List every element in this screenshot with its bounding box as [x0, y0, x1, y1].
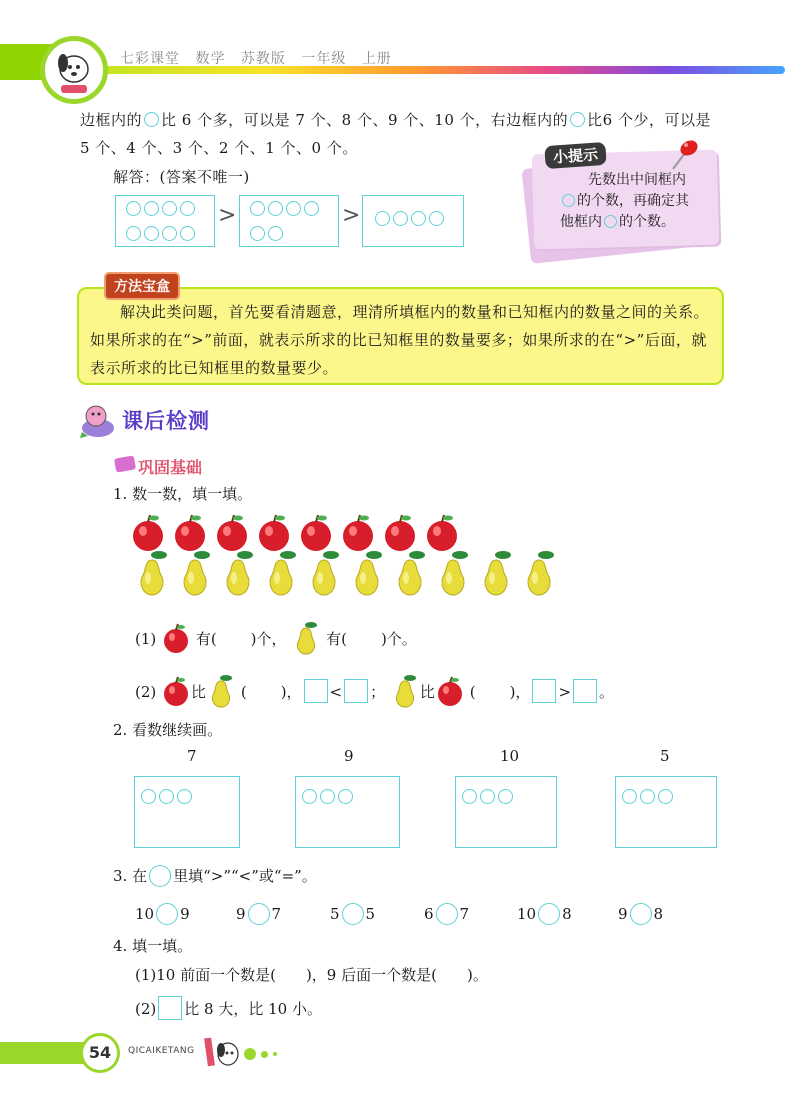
answer-square[interactable] — [158, 996, 182, 1020]
circle-symbol — [149, 865, 171, 887]
q3-right: 7 — [271, 905, 282, 923]
dog-icon — [45, 41, 103, 99]
answer-box-middle — [239, 195, 339, 247]
q4-title: 4. 填一填。 — [113, 937, 193, 955]
header-grade: 一年级 — [301, 51, 347, 67]
header-subject: 数学 — [195, 51, 226, 67]
draw-box-2[interactable] — [295, 776, 400, 848]
gt-symbol: > — [558, 683, 572, 701]
q3-left: 10 — [517, 905, 537, 923]
q3-pair-6 — [618, 901, 663, 927]
q1-p1-text: )个， — [250, 630, 287, 648]
draw-box-1[interactable] — [134, 776, 240, 848]
pear-icon — [141, 551, 167, 595]
gt-symbol: > — [342, 203, 361, 228]
q4-l2-label: (2) — [135, 1000, 157, 1018]
answer-square[interactable] — [344, 679, 368, 703]
compare-circle[interactable] — [248, 903, 270, 925]
q3-right: 5 — [365, 905, 376, 923]
method-text: 解决此类问题，首先要看清题意，理清所填框内的数量和已知框内的数量之间的关系。如果所求的在“>”前面，就表示所求的比已知框里的数量要多；如果所求的在“>”后面，就表示所求的比已知框里的数量要少。 — [90, 303, 710, 377]
answer-box-right — [362, 195, 464, 247]
q1-p2-text: ； — [370, 683, 386, 701]
dog-mascot-logo — [40, 36, 108, 104]
pear-icon — [270, 551, 296, 595]
apple-icon — [259, 515, 289, 551]
page-number: 54 — [80, 1033, 120, 1073]
pear-icon — [485, 551, 511, 595]
q1-part2 — [135, 673, 614, 709]
q1-p2-text: 比 — [191, 683, 207, 701]
q4-line2 — [135, 996, 322, 1022]
q1-p1-text: 有( — [326, 630, 347, 648]
q3-left: 10 — [135, 905, 155, 923]
q2-title: 2. 看数继续画。 — [113, 721, 223, 739]
q1-part1 — [135, 620, 417, 656]
q2-number-3: 10 — [500, 747, 520, 765]
q3-left: 6 — [424, 905, 434, 923]
compare-circle[interactable] — [342, 903, 364, 925]
method-tag: 方法宝盒 — [104, 272, 180, 300]
pear-icon — [227, 551, 253, 595]
q3-pair-4 — [424, 901, 469, 927]
q3-left: 9 — [618, 905, 628, 923]
apple-icon — [435, 675, 465, 707]
tip-line: 的个数。 — [619, 214, 675, 230]
compare-circle[interactable] — [156, 903, 178, 925]
intro-text: 比6 个少，可以是 — [587, 111, 711, 129]
compare-circle[interactable] — [436, 903, 458, 925]
lt-symbol: < — [329, 683, 343, 701]
intro-text: 比 6 个多，可以是 7 个、8 个、9 个、10 个，右边框内的 — [161, 111, 569, 129]
intro-text: 边框内的 — [80, 111, 143, 129]
sub-title: 巩固基础 — [138, 458, 203, 477]
q1-p2-text: )， — [280, 683, 302, 701]
apple-icon — [161, 622, 191, 654]
answer-label: 解答：(答案不唯一) — [113, 168, 250, 186]
pear-icon — [313, 551, 339, 595]
section-title: 课后检测 — [122, 409, 210, 433]
compare-circle[interactable] — [538, 903, 560, 925]
gt-symbol: > — [218, 203, 237, 228]
q3-pair-3 — [330, 901, 375, 927]
pushpin-icon — [665, 135, 701, 175]
footer-dot — [261, 1051, 268, 1058]
pear-icon — [184, 551, 210, 595]
apple-icon — [217, 515, 247, 551]
circle-symbol — [562, 194, 575, 207]
footer-dot — [244, 1048, 256, 1060]
q1-p2-text: ( — [469, 683, 476, 701]
q3-title-text: 3. 在 — [113, 867, 148, 885]
q1-p2-text: 比 — [419, 683, 435, 701]
circle-symbol — [604, 215, 617, 228]
pencil-box-icon — [114, 455, 136, 472]
q2-number-4: 5 — [660, 747, 670, 765]
apple-icon — [343, 515, 373, 551]
q2-number-2: 9 — [344, 747, 354, 765]
draw-box-3[interactable] — [455, 776, 557, 848]
q1-p2-label: (2) — [135, 683, 157, 701]
answer-square[interactable] — [304, 679, 328, 703]
pear-icon — [206, 673, 236, 709]
header-edition: 苏教版 — [240, 51, 286, 67]
draw-box-4[interactable] — [615, 776, 717, 848]
header-title — [120, 48, 402, 68]
q1-p1-label: (1) — [135, 630, 157, 648]
pear-icon — [528, 551, 554, 595]
apple-icon — [385, 515, 415, 551]
mascot-icon — [76, 402, 118, 440]
tip-title: 小提示 — [544, 142, 606, 169]
q3-pair-5 — [517, 901, 572, 927]
apple-icon — [175, 515, 205, 551]
q1-title: 1. 数一数，填一填。 — [113, 485, 253, 503]
circle-symbol — [570, 112, 585, 127]
q3-left: 5 — [330, 905, 340, 923]
answer-square[interactable] — [573, 679, 597, 703]
pear-icon — [399, 551, 425, 595]
tip-line: 他框内 — [560, 214, 602, 230]
apple-icon — [133, 515, 163, 551]
footer-dot — [273, 1052, 277, 1056]
intro-text: 5 个、4 个、3 个、2 个、1 个、0 个。 — [80, 139, 358, 157]
apple-icon — [161, 675, 191, 707]
q1-p2-text: 。 — [599, 683, 615, 701]
footer-mascot-icon — [200, 1030, 242, 1072]
header-series: 七彩课堂 — [120, 51, 180, 67]
q1-p2-text: ( — [240, 683, 247, 701]
tip-text — [560, 170, 710, 233]
q1-p1-text: )个。 — [380, 630, 417, 648]
compare-circle[interactable] — [630, 903, 652, 925]
pears-row — [132, 548, 562, 598]
q1-p1-text: 有( — [195, 630, 217, 648]
q3-right: 8 — [562, 905, 572, 923]
pear-icon — [291, 620, 321, 656]
apple-icon — [301, 515, 331, 551]
q3-pair-2 — [236, 901, 281, 927]
q2-number-1: 7 — [187, 747, 197, 765]
q3-left: 9 — [236, 905, 246, 923]
q3-right: 9 — [180, 905, 190, 923]
q3-right: 8 — [653, 905, 664, 923]
apple-icon — [427, 515, 457, 551]
pear-icon — [356, 551, 382, 595]
pear-icon — [390, 673, 420, 709]
answer-square[interactable] — [532, 679, 556, 703]
tip-line: 先数出中间框内 — [588, 172, 686, 188]
q1-p2-text: )， — [509, 683, 531, 701]
circle-symbol — [144, 112, 159, 127]
q3-title-text: 里填“>”“<”或“=”。 — [173, 867, 317, 885]
q4-line1: (1)10 前面一个数是( )，9 后面一个数是( )。 — [135, 966, 488, 984]
footer-brand: QICAIKETANG — [128, 1046, 195, 1056]
pear-icon — [442, 551, 468, 595]
header-volume: 上册 — [361, 51, 392, 67]
q4-l2-text: 比 8 大，比 10 小。 — [184, 1000, 322, 1018]
q3-right: 7 — [459, 905, 470, 923]
q3-title — [113, 863, 317, 889]
q3-pair-1 — [135, 901, 190, 927]
answer-box-left — [115, 195, 215, 247]
tip-line: 的个数，再确定其 — [577, 193, 689, 209]
